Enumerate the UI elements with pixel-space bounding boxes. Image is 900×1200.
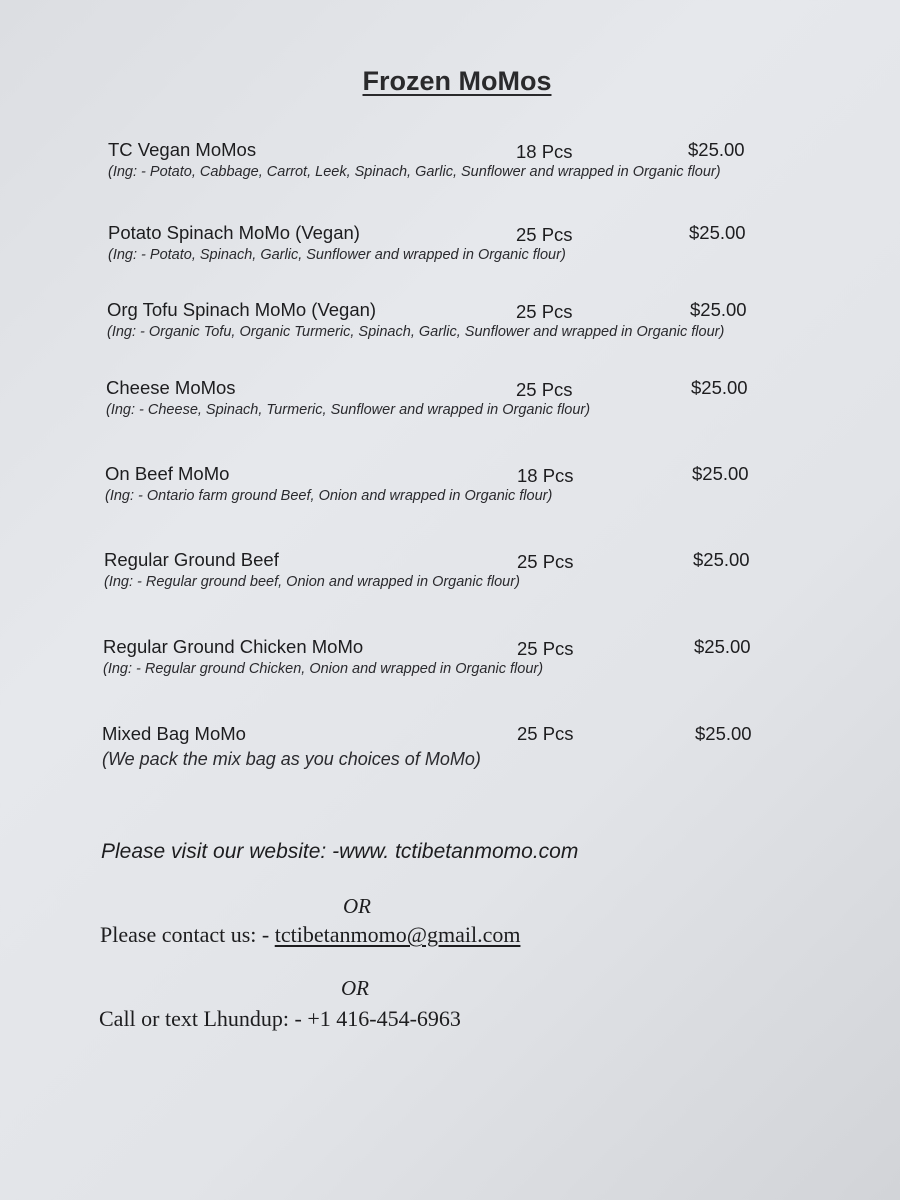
item-quantity: 25 Pcs	[516, 379, 573, 400]
item-quantity: 25 Pcs	[516, 301, 573, 322]
item-price: $25.00	[694, 636, 751, 657]
item-ingredients: (We pack the mix bag as you choices of MoMo)	[102, 749, 481, 769]
item-ingredients: (Ing: - Cheese, Spinach, Turmeric, Sunflower and wrapped in Organic flour)	[106, 402, 591, 418]
item-quantity: 25 Pcs	[517, 551, 574, 572]
or-separator: OR	[343, 894, 371, 918]
item-price: $25.00	[695, 723, 752, 744]
item-name: Regular Ground Chicken MoMo	[103, 636, 364, 657]
item-price: $25.00	[690, 299, 747, 320]
item-price: $25.00	[689, 222, 746, 243]
or-separator: OR	[341, 976, 369, 1000]
item-name: Mixed Bag MoMo	[102, 723, 246, 744]
menu-item	[102, 723, 842, 770]
menu-item	[106, 377, 846, 418]
item-ingredients: (Ing: - Organic Tofu, Organic Turmeric, Spinach, Garlic, Sunflower and wrapped in Organic flour)	[107, 324, 725, 340]
item-name: Cheese MoMos	[106, 377, 236, 398]
menu-item	[103, 636, 843, 677]
item-ingredients: (Ing: - Ontario farm ground Beef, Onion and wrapped in Organic flour)	[105, 488, 553, 504]
item-quantity: 25 Pcs	[516, 224, 573, 245]
item-name: Potato Spinach MoMo (Vegan)	[108, 222, 360, 243]
menu-item	[105, 463, 845, 504]
item-quantity: 18 Pcs	[516, 141, 573, 162]
item-ingredients: (Ing: - Potato, Spinach, Garlic, Sunflower and wrapped in Organic flour)	[108, 247, 566, 263]
menu-item	[108, 222, 848, 263]
item-name: TC Vegan MoMos	[108, 139, 257, 160]
item-ingredients: (Ing: - Regular ground Chicken, Onion and wrapped in Organic flour)	[103, 661, 544, 677]
item-price: $25.00	[688, 139, 745, 160]
item-name: Org Tofu Spinach MoMo (Vegan)	[107, 299, 377, 320]
contact-label: Please contact us: -	[100, 922, 275, 947]
item-name: Regular Ground Beef	[104, 549, 279, 570]
item-price: $25.00	[691, 377, 748, 398]
menu-item	[108, 139, 848, 180]
menu-item	[104, 549, 844, 590]
contact-email-link[interactable]: tctibetanmomo@gmail.com	[274, 922, 521, 947]
item-name: On Beef MoMo	[105, 463, 230, 484]
item-price: $25.00	[692, 463, 749, 484]
item-price: $25.00	[693, 549, 750, 570]
item-quantity: 25 Pcs	[517, 723, 574, 744]
item-ingredients: (Ing: - Regular ground beef, Onion and wrapped in Organic flour)	[104, 574, 520, 590]
menu-item	[107, 299, 847, 340]
item-quantity: 18 Pcs	[517, 465, 574, 486]
page-title: Frozen MoMos	[362, 66, 552, 96]
contact-line	[100, 922, 520, 948]
item-quantity: 25 Pcs	[517, 638, 574, 659]
item-ingredients: (Ing: - Potato, Cabbage, Carrot, Leek, Spinach, Garlic, Sunflower and wrapped in Organic flour)	[108, 164, 721, 180]
call-line: Call or text Lhundup: - +1 416-454-6963	[99, 1006, 461, 1031]
website-line: Please visit our website: -www. tctibetanmomo.com	[101, 840, 579, 863]
